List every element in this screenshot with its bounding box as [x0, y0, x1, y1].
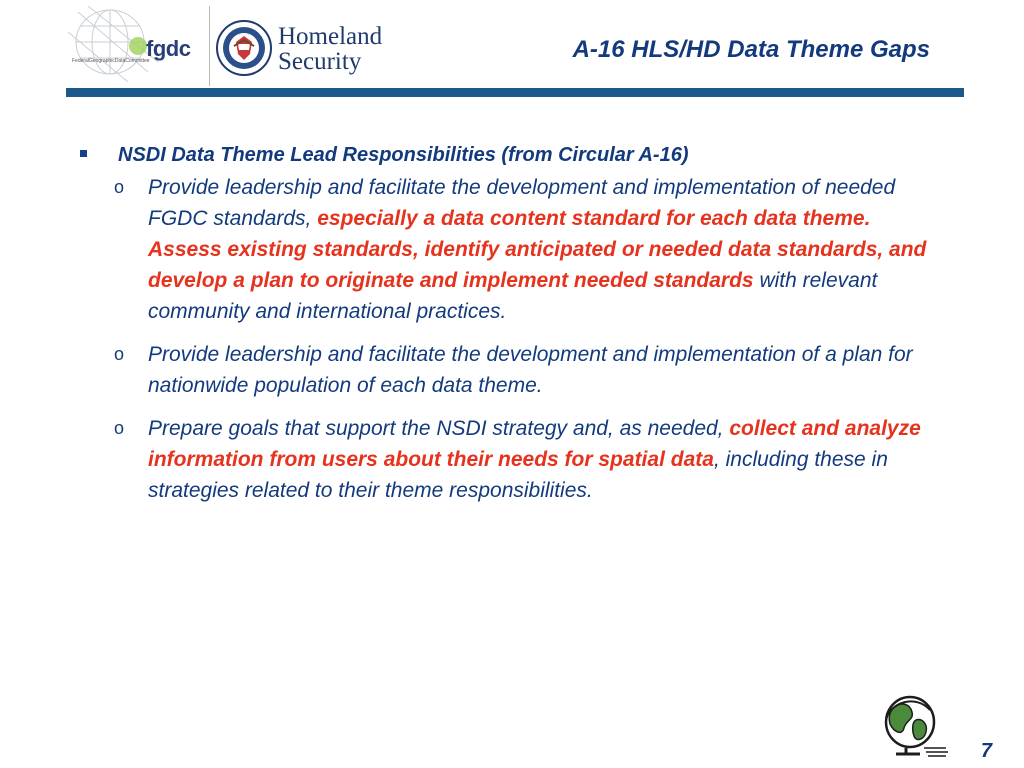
- text-normal: Provide leadership and facilitate the development and implementation of needed FGDC standards,: [148, 176, 896, 230]
- sub-bullet-item: [70, 172, 950, 327]
- dhs-logo-line1: Homeland: [278, 23, 383, 50]
- text-normal: Prepare goals that support the NSDI strategy and, as needed,: [148, 417, 730, 440]
- main-bullet: [70, 140, 950, 170]
- fgdc-green-dot-icon: [129, 37, 147, 55]
- sub-bullet-list: [70, 172, 950, 506]
- sub-bullet-marker: o: [114, 177, 125, 197]
- dhs-seal-icon: [216, 20, 272, 76]
- sub-bullet-marker: o: [114, 418, 125, 438]
- text-normal: with relevant community and international practices.: [148, 269, 878, 323]
- dhs-logo-line2: Security: [278, 48, 362, 75]
- sub-bullet-item: [70, 413, 950, 506]
- globe-icon: [876, 690, 948, 760]
- sub-bullet-marker: o: [114, 344, 125, 364]
- sub-bullet-text: [148, 339, 948, 401]
- fgdc-logo-subtitle: FederalGeographicDataCommittee: [72, 58, 150, 64]
- slide-title: A-16 HLS/HD Data Theme Gaps: [572, 36, 930, 63]
- sub-bullet-text: [148, 172, 948, 327]
- sub-bullet-text: [148, 413, 948, 506]
- header-divider: [209, 6, 210, 86]
- text-normal: , including these in strategies related to their theme responsibilities.: [148, 448, 888, 502]
- slide-header: [0, 0, 1024, 96]
- slide-content: [70, 140, 950, 518]
- sub-bullet-item: [70, 339, 950, 401]
- text-highlight: especially a data content standard for each data theme. Assess existing standards, identify anticipated or needed data standards, and develop a plan to originate and implement needed standards: [148, 207, 927, 292]
- title-underline: [66, 88, 964, 97]
- text-highlight: collect and analyze information from users about their needs for spatial data: [148, 417, 921, 471]
- text-normal: Provide leadership and facilitate the development and implementation of a plan for nationwide population of each data theme.: [148, 343, 913, 397]
- square-bullet-icon: [80, 150, 87, 157]
- main-heading: NSDI Data Theme Lead Responsibilities (from Circular A-16): [118, 144, 689, 166]
- page-number: 7: [980, 740, 992, 762]
- fgdc-logo-text: fgdc: [146, 36, 191, 61]
